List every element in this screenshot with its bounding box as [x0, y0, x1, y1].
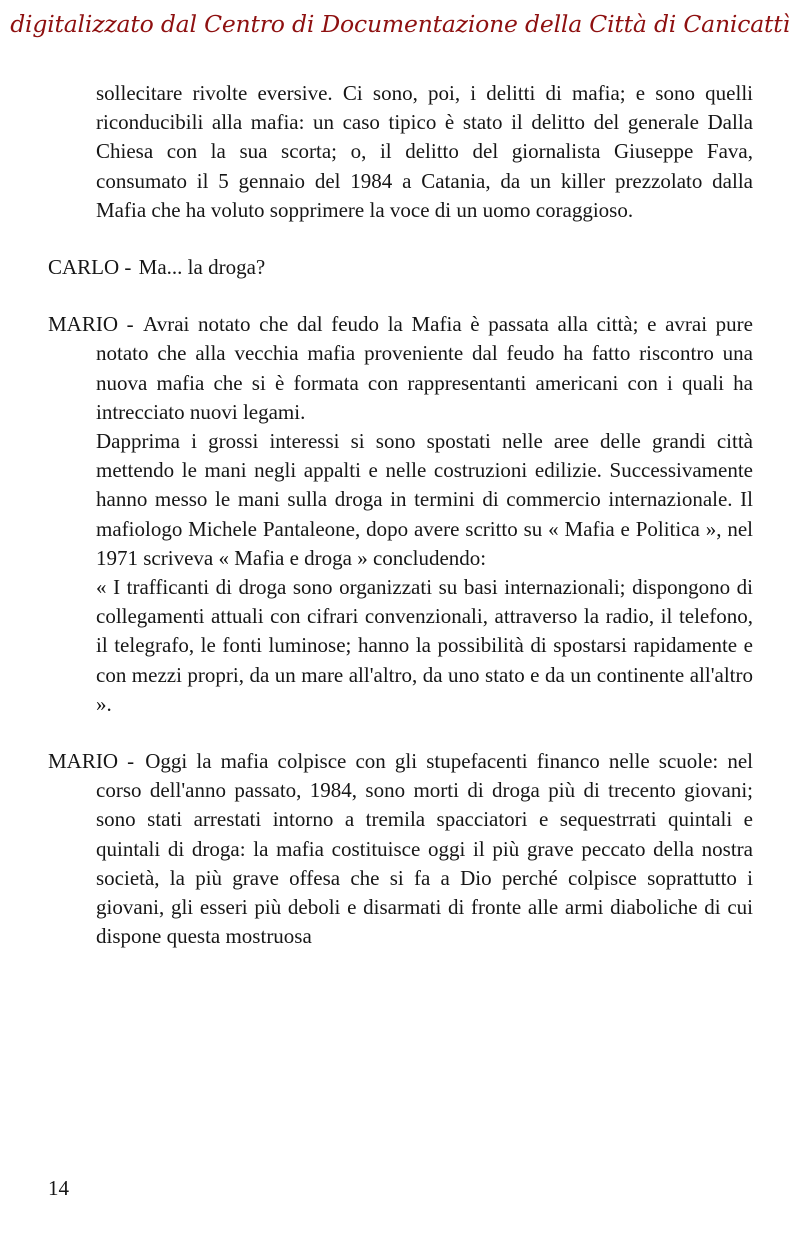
page-number: 14: [48, 1176, 69, 1200]
dialogue-line-mario: [48, 747, 753, 951]
paragraph: [48, 79, 753, 225]
dialogue-line-carlo: [48, 253, 753, 282]
watermark: digitalizzato dal Centro di Documentazione della Città di Canicattì: [10, 10, 790, 38]
paragraph-text: sollecitare rivolte eversive. Ci sono, poi, i delitti di mafia; e sono quelli riconducibili alla mafia: un caso tipico è stato il delitto del generale Dalla Chiesa con la sua scorta; o, il delitto del giornalista Giuseppe Fava, consumato il 5 gennaio del 1984 a Catania, da un killer prezzolato dalla Mafia che ha voluto sopprimere la voce di un uomo coraggioso.: [96, 81, 753, 222]
speaker-label: MARIO -: [48, 749, 135, 774]
page-body: [48, 79, 753, 951]
dialogue-text: Oggi la mafia colpisce con gli stupefacenti financo nelle scuole: nel corso dell'anno passato, 1984, sono morti di droga più di trecento giovani; sono stati arrestati intorno a tremila spacciatori e sequestrrati quintali e quintali di droga: la mafia costituisce oggi il più grave peccato della nostra società, la più grave offesa che si fa a Dio perché colpisce soprattutto i giovani, gli esseri più deboli e disarmati di fronte alle armi diaboliche di cui dispone questa mostruosa: [96, 749, 754, 949]
quotation: [48, 573, 753, 719]
speaker-label: MARIO -: [48, 312, 134, 337]
dialogue-text: Avrai notato che dal feudo la Mafia è passata alla città; e avrai pure notato che alla vecchia mafia proveniente dal feudo ha fatto riscontro una nuova mafia che si è formata con rappresentanti americani con i quali ha intrecciato nuovi legami.: [96, 312, 753, 424]
quotation-text: « I trafficanti di droga sono organizzati su basi internazionali; dispongono di collegamenti attuali con cifrari convenzionali, attraverso la radio, il telefono, il telegrafo, le fonti luminose; hanno la possibilità di spostarsi rapidamente e con mezzi propri, da un mare all'altro, da uno stato e da un continente all'altro ».: [96, 575, 753, 716]
dialogue-text: Ma... la droga?: [138, 255, 266, 280]
dialogue-text: Dapprima i grossi interessi si sono spostati nelle aree delle grandi città mettendo le mani negli appalti e nelle costruzioni edilizie. Successivamente hanno messo le mani sulla droga in termini di commercio internazionale. Il mafiologo Michele Pantaleone, dopo avere scritto su « Mafia e Politica », nel 1971 scriveva « Mafia e droga » concludendo:: [96, 429, 753, 570]
dialogue-continuation: [48, 427, 753, 573]
dialogue-line-mario: [48, 310, 753, 427]
speaker-label: CARLO -: [48, 255, 132, 280]
